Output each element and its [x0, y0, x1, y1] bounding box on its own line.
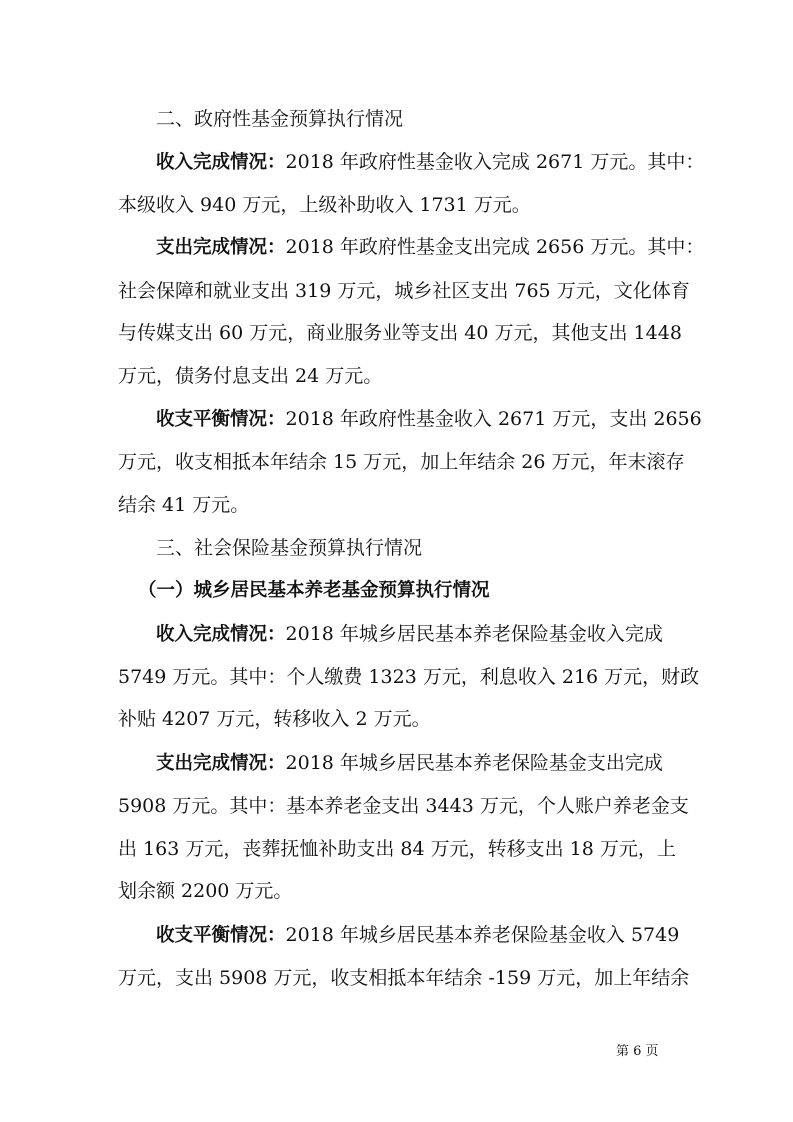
- pension-expense-para-line2: 5908 万元。其中：基本养老金支出 3443 万元，个人账户养老金支: [118, 795, 689, 817]
- pension-balance-text1: 2018 年城乡居民基本养老保险基金收入 5749: [285, 924, 680, 946]
- gov-balance-text1: 2018 年政府性基金收入 2671 万元，支出 2656: [285, 408, 702, 430]
- pension-expense-para-line1: [156, 751, 678, 776]
- page-number: 第 6 页: [616, 1044, 659, 1059]
- pension-income-para-line1: [156, 622, 678, 647]
- gov-income-text1: 2018 年政府性基金收入完成 2671 万元。其中：: [285, 151, 705, 173]
- pension-balance-label: 收支平衡情况：: [156, 925, 286, 946]
- gov-income-para-line2: 本级收入 940 万元，上级补助收入 1731 万元。: [118, 194, 531, 216]
- gov-balance-para-line3: 结余 41 万元。: [118, 494, 250, 516]
- section-heading-gov-fund: 二、政府性基金预算执行情况: [156, 108, 404, 130]
- pension-expense-para-line4: 划余额 2200 万元。: [118, 880, 293, 902]
- pension-expense-label: 支出完成情况：: [156, 753, 286, 774]
- gov-income-para-line1: [156, 150, 705, 175]
- gov-balance-para-line2: 万元，收支相抵本年结余 15 万元，加上年结余 26 万元，年末滚存: [118, 451, 685, 473]
- gov-expense-para-line1: [156, 235, 705, 260]
- pension-income-para-line3: 补贴 4207 万元，转移收入 2 万元。: [118, 708, 431, 730]
- pension-balance-para-line2: 万元，支出 5908 万元，收支相抵本年结余 -159 万元，加上年结余: [118, 967, 690, 989]
- pension-income-text1: 2018 年城乡居民基本养老保险基金收入完成: [285, 623, 663, 645]
- gov-balance-para-line1: [156, 407, 702, 432]
- gov-expense-para-line4: 万元，债务付息支出 24 万元。: [118, 365, 383, 387]
- pension-balance-para-line1: [156, 923, 678, 948]
- gov-expense-label: 支出完成情况：: [156, 237, 286, 258]
- gov-balance-label: 收支平衡情况：: [156, 409, 286, 430]
- gov-income-label: 收入完成情况：: [156, 152, 286, 173]
- gov-expense-para-line3: 与传媒支出 60 万元，商业服务业等支出 40 万元，其他支出 1448: [118, 322, 682, 344]
- pension-income-label: 收入完成情况：: [156, 624, 286, 645]
- section-heading-social-fund: 三、社会保险基金预算执行情况: [156, 537, 423, 559]
- pension-expense-para-line3: 出 163 万元，丧葬抚恤补助支出 84 万元，转移支出 18 万元，上: [118, 838, 676, 860]
- gov-expense-para-line2: 社会保障和就业支出 319 万元，城乡社区支出 765 万元，文化体育: [118, 280, 690, 302]
- gov-expense-text1: 2018 年政府性基金支出完成 2656 万元。其中：: [285, 236, 705, 258]
- pension-income-para-line2: 5749 万元。其中：个人缴费 1323 万元，利息收入 216 万元，财政: [118, 666, 700, 688]
- pension-expense-text1: 2018 年城乡居民基本养老保险基金支出完成: [285, 752, 663, 774]
- subsection-heading-pension: （一）城乡居民基本养老基金预算执行情况: [138, 580, 490, 601]
